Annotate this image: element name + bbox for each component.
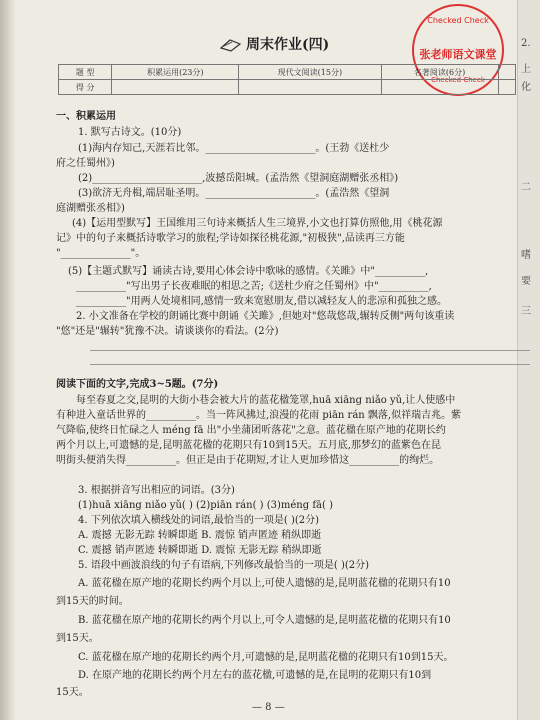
question-text: "______________"。 bbox=[56, 248, 146, 259]
passage-text: 有种进入童话世界的__________。当一阵风拂过,浪漫的花雨 piān rán 飘落,似祥瑞吉兆。紫 bbox=[56, 410, 462, 421]
question-text: (1)海内存知己,天涯若比邻。______________________。(王勃《送杜少 bbox=[78, 143, 390, 154]
passage-text: 两个月以上,可遗憾的是,昆明蓝花楹的花期只有10到15天。五月底,那梦幻的蓝紫色在昆 bbox=[56, 440, 441, 451]
option-text: C. 蓝花楹在原产地的花期长约两个月,可遗憾的是,昆明蓝花楹的花期只有10到15天。 bbox=[78, 652, 454, 663]
question-text: 1. 默写古诗文。(10分) bbox=[78, 127, 182, 138]
score-table-cell: 题 型 bbox=[59, 65, 112, 80]
question-text: (5)【主题式默写】诵读古诗,要用心体会诗中歌咏的感情。《关雎》中"__________, bbox=[68, 266, 429, 277]
question-text: (2)______________________,波撼岳阳城。(孟浩然《望洞庭湖赠张丞相》) bbox=[78, 173, 399, 184]
edge-text: 嗜 bbox=[521, 250, 531, 261]
question-text: 府之任蜀州》) bbox=[56, 158, 115, 169]
option-text: A. 震撼 无影无踪 转瞬即逝 B. 震惊 销声匿迹 稍纵即逝 bbox=[78, 530, 322, 541]
page-title: 周末作业(四) bbox=[246, 37, 330, 53]
score-table-cell: 现代文阅读(15分) bbox=[239, 65, 381, 80]
option-text: C. 震撼 销声匿迹 转瞬即逝 D. 震惊 无影无踪 稍纵即逝 bbox=[78, 545, 322, 556]
answer-line bbox=[90, 350, 530, 351]
question-text: 3. 根据拼音写出相应的词语。(3分) bbox=[78, 485, 235, 496]
score-table-cell: 名著阅读(6分) bbox=[381, 65, 498, 80]
page-number: — 8 — bbox=[252, 702, 285, 713]
passage-text: 每至春夏之交,昆明的大街小巷会被大片的蓝花楹笼罩,huā xiāng niǎo yǔ,让人使感中 bbox=[76, 395, 456, 406]
answer-line bbox=[90, 364, 530, 365]
score-table bbox=[58, 64, 516, 95]
passage-text: 气降临,使终日忙碌之人 méng fā 出"小坐蒲团听落花"之意。蓝花楹在原产地的花期长约 bbox=[56, 425, 446, 436]
section-heading: 阅读下面的文字,完成3~5题。(7分) bbox=[56, 379, 219, 390]
score-table-cell: 积累运用(23分) bbox=[112, 65, 239, 80]
question-text: 2. 小文准备在学校的朗诵比赛中朗诵《关雎》,但她对"悠哉悠哉,辗转反侧"两句该重读 bbox=[76, 311, 455, 322]
section-heading: 一、积累运用 bbox=[56, 111, 116, 122]
question-text: 5. 语段中画波浪线的句子有语病,下列修改最恰当的一项是( )(2分) bbox=[78, 560, 370, 571]
question-text: __________"写出男子长夜难眠的相思之苦;《送杜少府之任蜀州》中"__________, bbox=[76, 281, 432, 292]
page-shadow bbox=[0, 0, 16, 720]
watermark-stamp: Checked Check 张老师语文课堂 Checked Check bbox=[412, 4, 504, 96]
question-text: 庭湖赠张丞相》) bbox=[56, 203, 125, 214]
question-text: 4. 下列依次填入横线处的词语,最恰当的一项是( )(2分) bbox=[78, 515, 320, 526]
edge-text: 二 bbox=[521, 182, 531, 193]
question-text: (1)huā xiāng niǎo yǔ( ) (2)piān rán( ) (3)méng fā( ) bbox=[78, 500, 333, 511]
edge-text: 三 bbox=[521, 306, 531, 317]
edge-text: 化 bbox=[521, 82, 531, 93]
option-text: 到15天的时间。 bbox=[56, 596, 129, 607]
score-table-cell: 得 分 bbox=[59, 80, 112, 95]
next-page-edge bbox=[517, 0, 540, 720]
option-text: D. 在原产地的花期长约两个月左右的蓝花楹,可遗憾的是,在昆明的花期只有10到 bbox=[78, 670, 432, 681]
option-text: 到15天。 bbox=[56, 633, 99, 644]
edge-text: 上 bbox=[521, 64, 531, 75]
option-text: A. 蓝花楹在原产地的花期长约两个月以上,可使人遗憾的是,昆明蓝花楹的花期只有10 bbox=[78, 578, 451, 589]
question-text: 记》中的句子来概括诗歌学习的旅程;学诗如探径桃花源,"初极狭",品读再三方能 bbox=[56, 233, 405, 244]
score-table-cell bbox=[498, 65, 515, 80]
edge-text: 2. bbox=[521, 38, 531, 49]
question-text: (3)欲济无舟楫,端居耻圣明。______________________。(孟浩然《望洞 bbox=[78, 188, 390, 199]
question-text: "悠"还是"辗转"犹豫不决。请谈谈你的看法。(2分) bbox=[56, 326, 279, 337]
edge-text: 要 bbox=[521, 276, 531, 287]
question-text: __________"用两人处境相同,感情一致来宽慰朋友,借以减轻友人的悲凉和孤独之感。 bbox=[76, 296, 447, 307]
passage-text: 明街头便消失得__________。但正是由于花期短,才让人更加珍惜这__________的绚烂。 bbox=[56, 455, 440, 466]
option-text: 15天。 bbox=[56, 687, 89, 698]
question-text: (4)【运用型默写】王国维用三句诗来概括人生三境界,小文也打算仿照他,用《桃花源 bbox=[72, 218, 443, 229]
book-icon bbox=[220, 36, 242, 52]
option-text: B. 蓝花楹在原产地的花期长约两个月以上,可令人遗憾的是,昆明蓝花楹的花期只有10 bbox=[78, 615, 451, 626]
